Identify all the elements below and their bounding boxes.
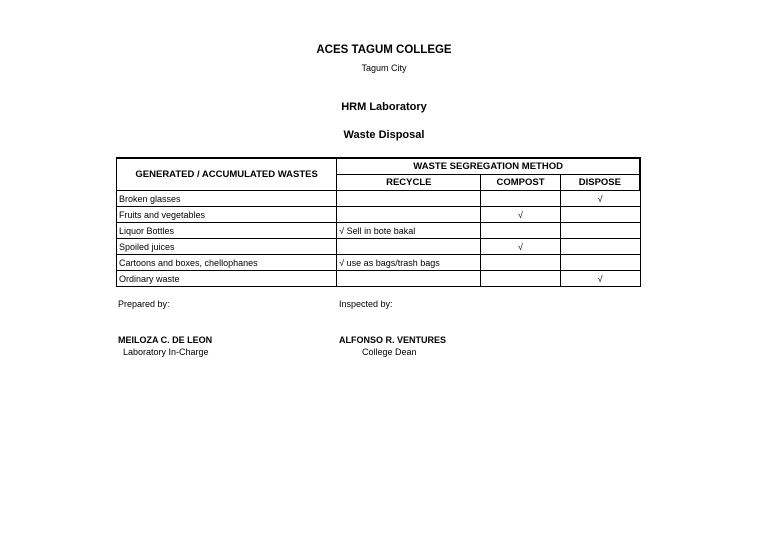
header-compost: COMPOST <box>481 175 560 191</box>
dispose-cell: √ <box>560 191 640 207</box>
waste-disposal-table <box>116 157 641 287</box>
waste-cell: Spoiled juices <box>117 239 337 255</box>
prepared-by-role: Laboratory In-Charge <box>123 347 209 357</box>
dispose-cell <box>560 239 640 255</box>
school-name: ACES TAGUM COLLEGE <box>316 44 452 56</box>
dispose-cell <box>560 207 640 223</box>
inspected-by-role: College Dean <box>362 347 417 357</box>
header-recycle: RECYCLE <box>337 175 481 191</box>
compost-cell: √ <box>481 207 560 223</box>
inspected-by-label: Inspected by: <box>339 299 393 309</box>
compost-cell <box>481 271 560 287</box>
document-title: Waste Disposal <box>343 129 425 141</box>
recycle-cell: √ Sell in bote bakal <box>337 223 481 239</box>
lab-name: HRM Laboratory <box>341 101 427 113</box>
compost-cell <box>481 191 560 207</box>
compost-cell <box>481 255 560 271</box>
school-city: Tagum City <box>361 63 407 73</box>
compost-cell: √ <box>481 239 560 255</box>
table-row <box>117 207 641 223</box>
table-row <box>117 239 641 255</box>
dispose-cell <box>560 255 640 271</box>
table-row <box>117 271 641 287</box>
recycle-cell <box>337 191 481 207</box>
waste-cell: Broken glasses <box>117 191 337 207</box>
dispose-cell: √ <box>560 271 640 287</box>
table-row <box>117 191 641 207</box>
recycle-cell: √ use as bags/trash bags <box>337 255 481 271</box>
recycle-cell <box>337 207 481 223</box>
recycle-cell <box>337 239 481 255</box>
table-row <box>117 223 641 239</box>
header-segregation-method: WASTE SEGREGATION METHOD <box>337 158 640 175</box>
waste-cell: Liquor Bottles <box>117 223 337 239</box>
prepared-by-name: MEILOZA C. DE LEON <box>118 335 213 345</box>
waste-cell: Ordinary waste <box>117 271 337 287</box>
waste-cell: Fruits and vegetables <box>117 207 337 223</box>
header-dispose: DISPOSE <box>560 175 640 191</box>
dispose-cell <box>560 223 640 239</box>
table-row <box>117 255 641 271</box>
inspected-by-name: ALFONSO R. VENTURES <box>339 335 447 345</box>
compost-cell <box>481 223 560 239</box>
waste-cell: Cartoons and boxes, chellophanes <box>117 255 337 271</box>
prepared-by-label: Prepared by: <box>118 299 170 309</box>
recycle-cell <box>337 271 481 287</box>
header-generated-wastes: GENERATED / ACCUMULATED WASTES <box>117 158 337 191</box>
